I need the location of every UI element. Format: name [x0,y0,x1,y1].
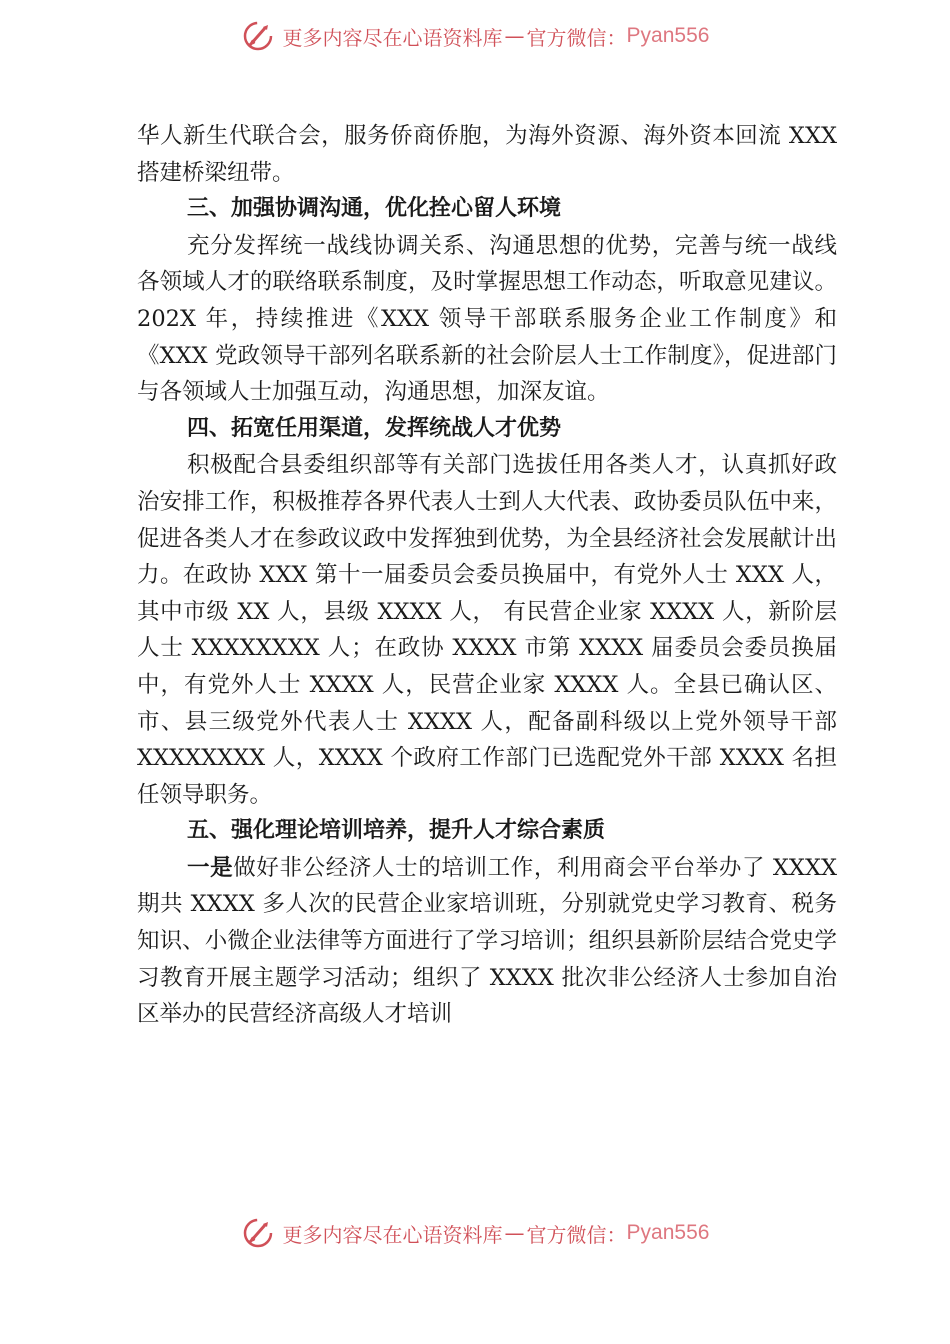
watermark-wechat-id: Pyan556 [626,1221,710,1244]
header-watermark [0,14,950,58]
watermark-separator: — [504,24,525,48]
document-body [137,118,837,1033]
paragraph-training-text: 做好非公经济人士的培训工作，利用商会平台举办了 XXXX 期共 XXXX 多人次的民营企业家培训班，分别就党史学习教育、税务知识、小微企业法律等方面进行了学习培训；组织县新阶层结合党史学习教育开展主题学习活动；组织了 XXXX 批次非公经济人士参加自治区举办的民营经济高级人才培训 [137,854,837,1028]
watermark-wechat-label: 官方微信： [526,1222,627,1247]
section-heading-3: 三、加强协调沟通，优化拴心留人环境 [187,196,562,222]
paragraph-appointment: 积极配合县委组织部等有关部门选拔任用各类人才，认真抓好政治安排工作，积极推荐各界代表人士到人大代表、政协委员队伍中来，促进各类人才在参政议政中发挥独到优势，为全县经济社会发展献计出力。在政协 XXX 第十一届委员会委员换届中，有党外人士 XXX 人，其中市级 XX 人，县级 XXXX 人， 有民营企业家 XXXX 人，新阶层人士 XXXXXXXX 人；在政协 XXXX 市第 XXXX 届委员会委员换届中，有党外人士 XXXX 人，民营企业家 XXXX 人。全县已确认区、市、县三级党外代表人士 XXXX 人，配备副科级以上党外领导干部 XXXXXXXX 人，XXXX 个政府工作部门已选配党外干部 XXXX 名担任领导职务。 [137,452,837,808]
paragraph-lead-bold: 一是 [187,854,234,881]
paragraph-training [137,850,837,1033]
watermark-text: 更多内容尽在心语资料库 [282,1222,503,1247]
section-heading-5: 五、强化理论培训培养，提升人才综合素质 [187,818,606,844]
watermark-text: 更多内容尽在心语资料库 [282,25,503,50]
watermark-wechat-id: Pyan556 [626,24,710,47]
brush-logo-icon [241,19,275,53]
section-heading-4: 四、拓宽任用渠道，发挥统战人才优势 [187,415,562,441]
brush-logo-icon [241,1216,275,1250]
footer-watermark [0,1211,950,1255]
watermark-wechat-label: 官方微信： [526,25,627,50]
watermark-separator: — [504,1221,525,1245]
paragraph-continuation: 华人新生代联合会，服务侨商侨胞，为海外资源、海外资本回流 XXX 搭建桥梁纽带。 [137,123,837,186]
paragraph-coordination: 充分发挥统一战线协调关系、沟通思想的优势，完善与统一战线各领域人才的联络联系制度，及时掌握思想工作动态，听取意见建议。202X 年，持续推进《XXX 领导干部联系服务企业工作制度》和《XXX 党政领导干部列名联系新的社会阶层人士工作制度》，促进部门与各领域人士加强互动，沟通思想，加深友谊。 [137,232,837,406]
